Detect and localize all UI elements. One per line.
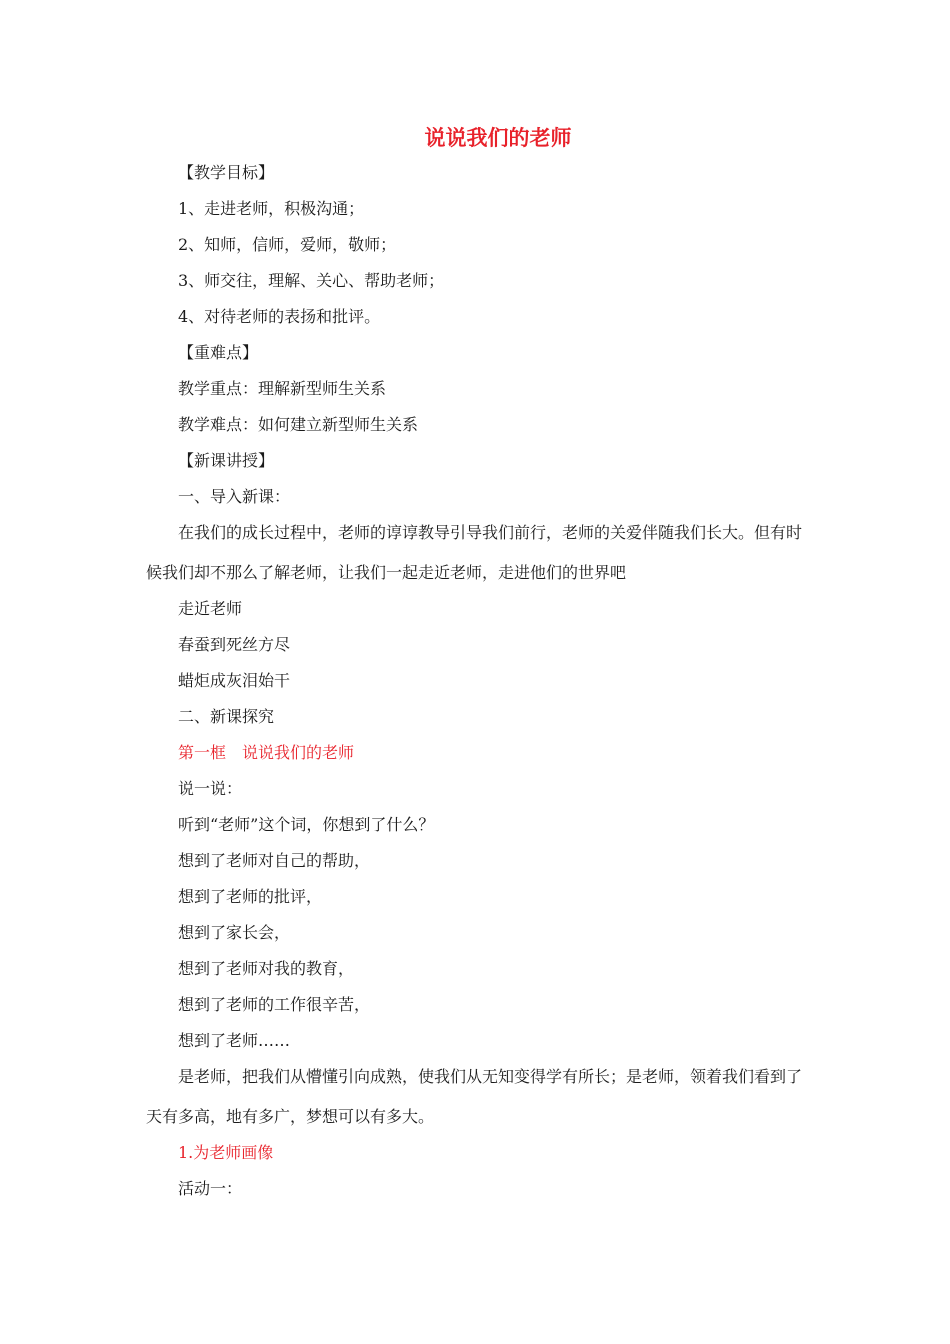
page-title: 说说我们的老师 <box>424 125 572 150</box>
explore-heading: 二、新课探究 <box>178 707 275 726</box>
objective-item-4: 4、对待老师的表扬和批评。 <box>178 307 381 326</box>
heading-objectives: 【教学目标】 <box>178 163 275 182</box>
discussion-line-7: 想到了老师的工作很辛苦， <box>178 995 371 1014</box>
activity-line: 活动一： <box>178 1179 243 1198</box>
discussion-line-1: 说一说： <box>178 779 243 798</box>
poem-line-1: 走近老师 <box>178 599 243 618</box>
discussion-line-3: 想到了老师对自己的帮助， <box>178 851 371 870</box>
objective-item-1: 1、走进老师，积极沟通； <box>178 199 365 218</box>
discussion-line-4: 想到了老师的批评， <box>178 887 323 906</box>
poem-line-3: 蜡炬成灰泪始干 <box>178 671 291 690</box>
objective-item-3: 3、师交往，理解、关心、帮助老师； <box>178 271 445 290</box>
closing-paragraph: 是老师，把我们从懵懂引向成熟，使我们从无知变得学有所长；是老师，领着我们看到了天有多高，地有多广，梦想可以有多大。 <box>146 1067 803 1126</box>
subheading-portrait: 1.为老师画像 <box>178 1143 274 1162</box>
discussion-line-8: 想到了老师…… <box>178 1031 291 1050</box>
intro-paragraph: 在我们的成长过程中，老师的谆谆教导引导我们前行，老师的关爱伴随我们长大。但有时候我们却不那么了解老师，让我们一起走近老师，走进他们的世界吧 <box>146 523 803 582</box>
discussion-line-5: 想到了家长会， <box>178 923 291 942</box>
section-heading: 第一框 说说我们的老师 <box>178 743 355 762</box>
discussion-line-2: 听到“老师”这个词，你想到了什么？ <box>178 815 435 834</box>
heading-key-points: 【重难点】 <box>178 343 259 362</box>
discussion-line-6: 想到了老师对我的教育， <box>178 959 355 978</box>
intro-heading: 一、导入新课： <box>178 487 291 506</box>
poem-line-2: 春蚕到死丝方尽 <box>178 635 291 654</box>
heading-new-lesson: 【新课讲授】 <box>178 451 275 470</box>
difficult-point: 教学难点：如何建立新型师生关系 <box>178 415 419 434</box>
key-point: 教学重点：理解新型师生关系 <box>178 379 387 398</box>
objective-item-2: 2、知师，信师，爱师，敬师； <box>178 235 397 254</box>
